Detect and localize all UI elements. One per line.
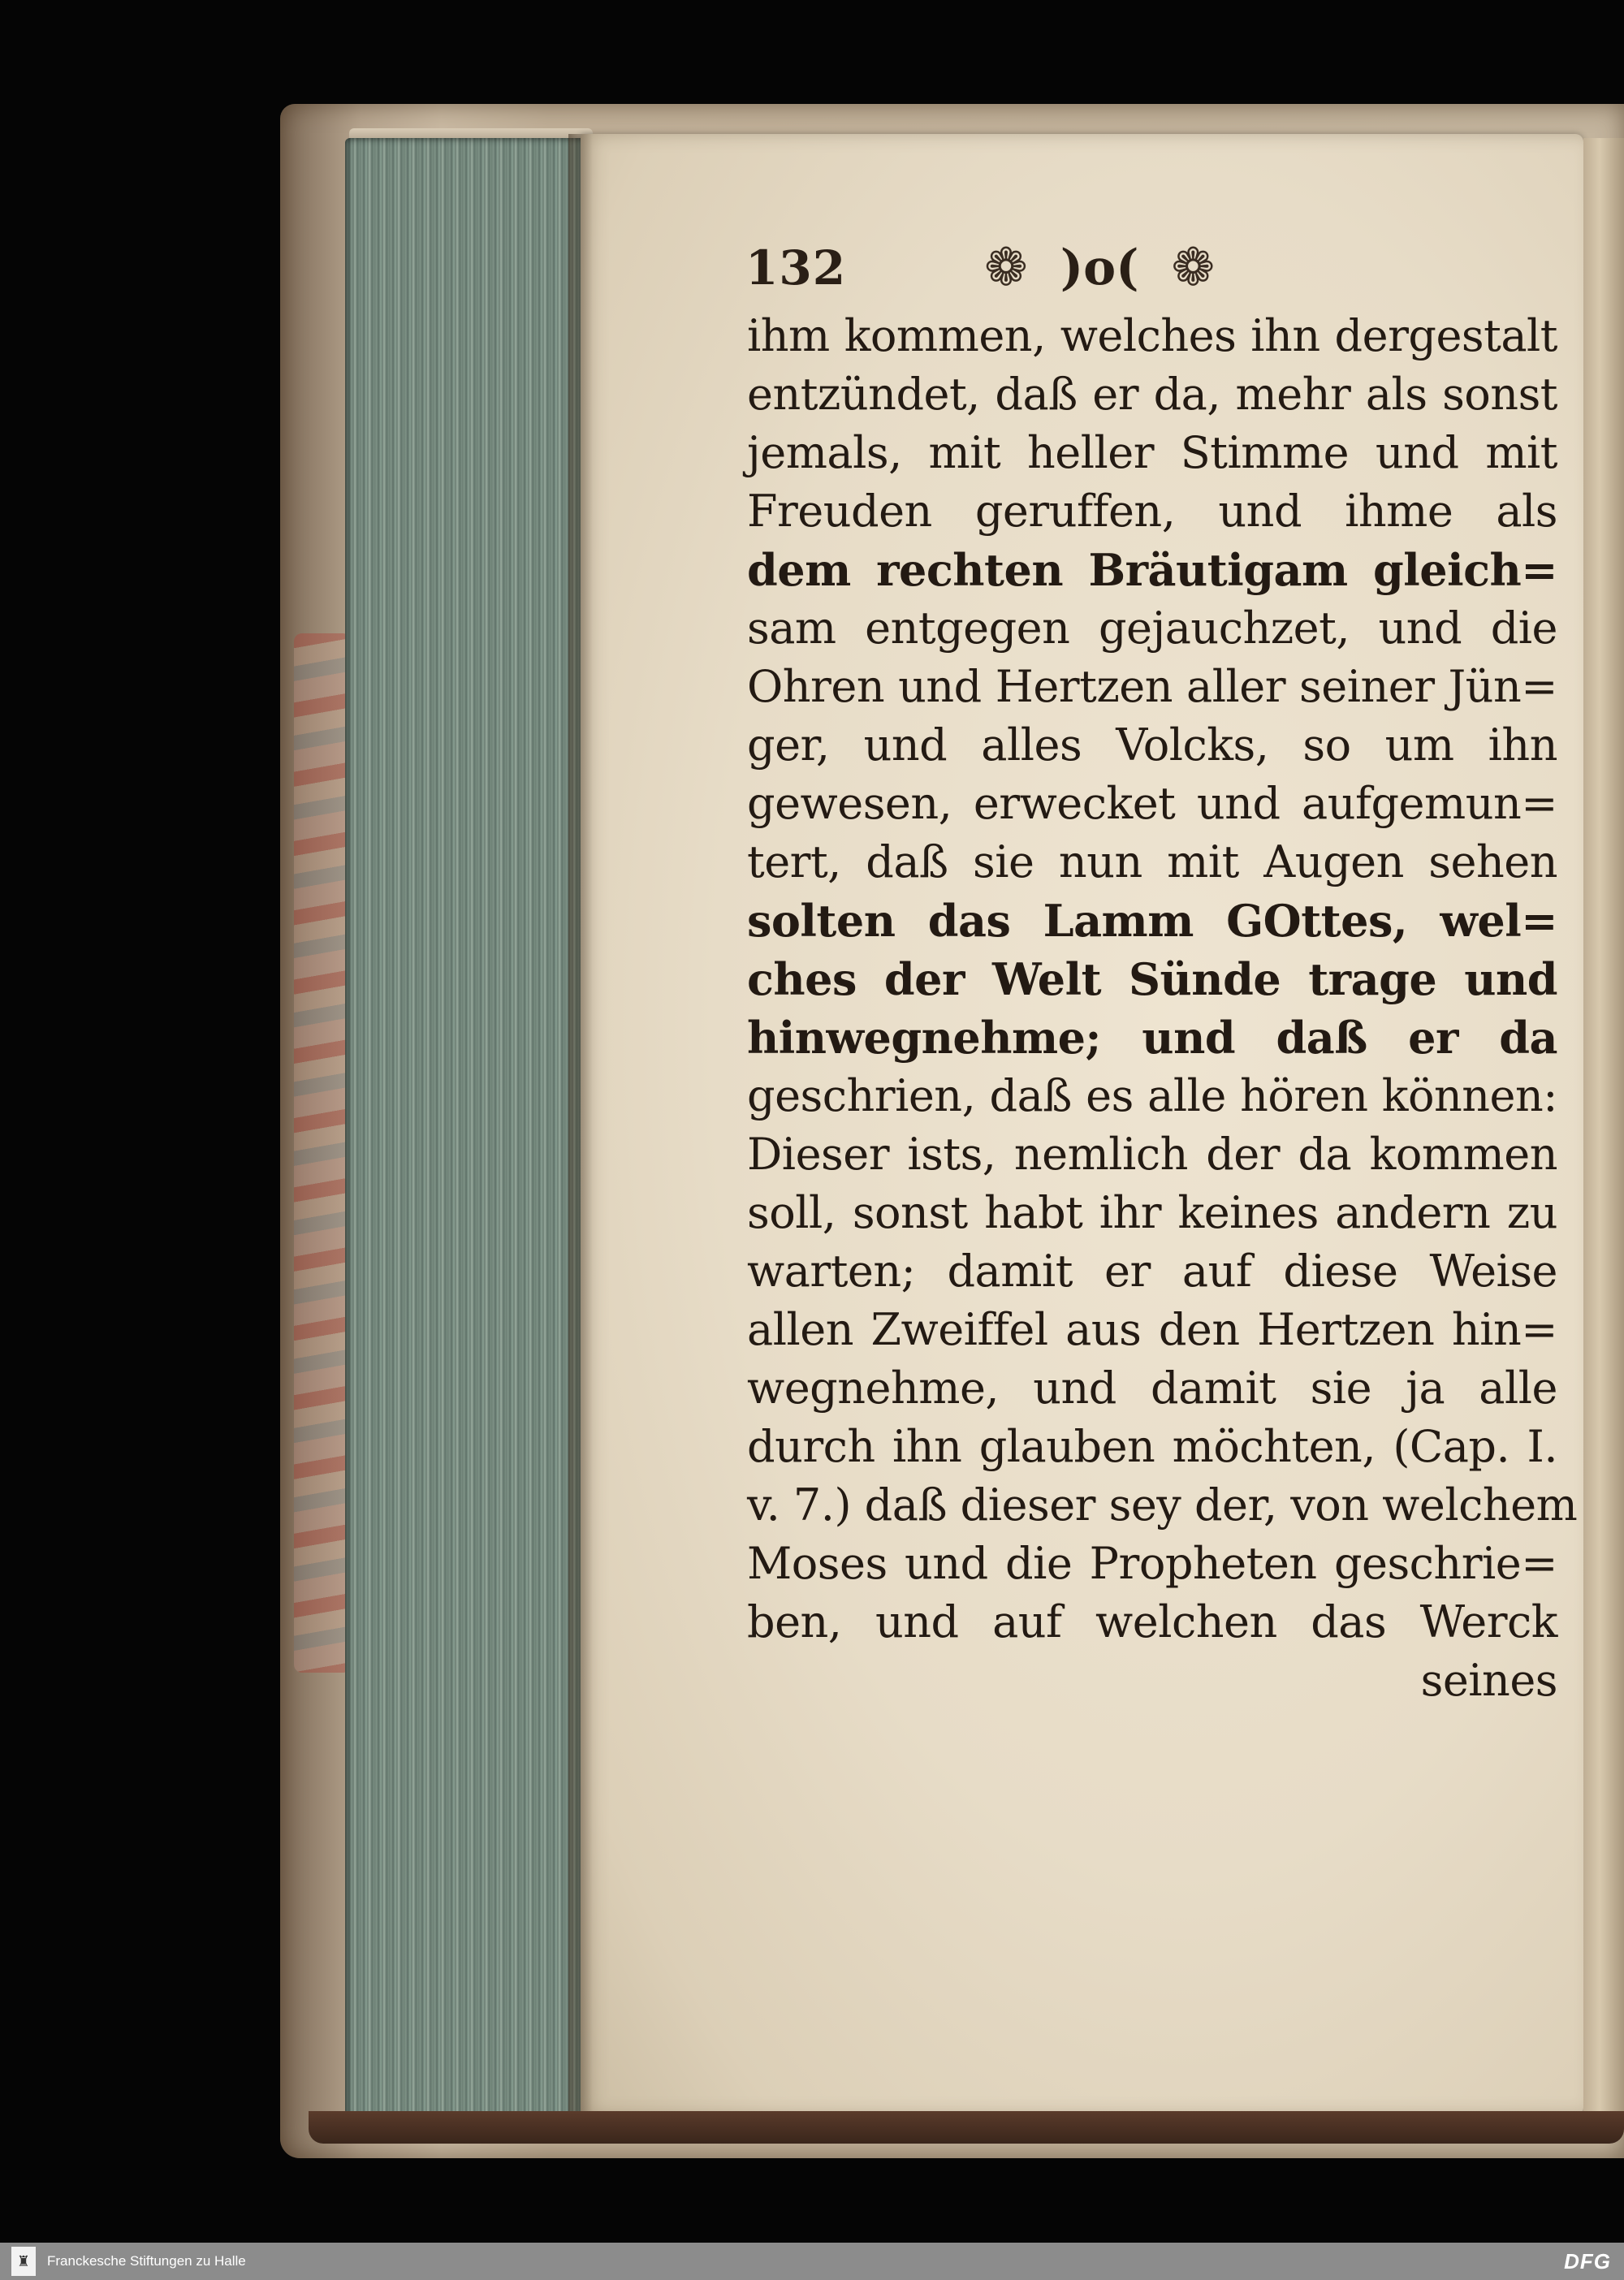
page-gutter xyxy=(568,134,593,2115)
text-line: allen Zweiffel aus den Hertzen hin= xyxy=(747,1304,1557,1355)
footer-bar xyxy=(0,2243,1624,2280)
text-line: sam entgegen gejauchzet, und die xyxy=(747,602,1557,654)
flower-ornament-icon: ❁ xyxy=(1171,238,1216,298)
flower-ornament-icon: ❁ xyxy=(984,238,1028,298)
text-line: wegnehme, und damit sie ja alle xyxy=(747,1362,1557,1414)
text-line: gewesen, erwecket und aufgemun= xyxy=(747,778,1557,829)
text-line: jemals, mit heller Stimme und mit xyxy=(747,427,1557,478)
page-number: 132 xyxy=(745,240,847,296)
header-mark: )o( xyxy=(1060,240,1139,296)
facing-page-edge xyxy=(1583,138,1624,2119)
text-line: soll, sonst habt ihr keines andern zu xyxy=(747,1187,1557,1238)
institution-logo-icon: ♜ xyxy=(11,2247,36,2276)
text-line: entzündet, daß er da, mehr als sonst xyxy=(747,369,1557,420)
text-line: durch ihn glauben möchten, (Cap. I. xyxy=(747,1421,1557,1472)
text-line: Freuden geruffen, und ihme als xyxy=(747,486,1557,537)
text-line: v. 7.) daß dieser sey der, von welchem xyxy=(747,1479,1578,1531)
dfg-logo: DFG xyxy=(1564,2249,1611,2274)
text-line: geschrien, daß es alle hören können: xyxy=(747,1070,1557,1121)
text-line: Ohren und Hertzen aller seiner Jün= xyxy=(747,661,1557,712)
text-line: hinwegnehme; und daß er da xyxy=(747,1012,1557,1064)
text-line: dem rechten Bräutigam gleich= xyxy=(747,544,1557,596)
text-line: warten; damit er auf diese Weise xyxy=(747,1246,1557,1297)
text-line: ches der Welt Sünde trage und xyxy=(747,953,1557,1005)
text-line: ger, und alles Volcks, so um ihn xyxy=(747,719,1557,771)
page-header xyxy=(745,235,1314,300)
body-text xyxy=(747,307,1578,1710)
marbled-edge xyxy=(294,633,351,1673)
catchword: seines xyxy=(1420,1655,1557,1706)
page-stack xyxy=(345,138,589,2119)
text-line: solten das Lamm GOttes, wel= xyxy=(747,895,1557,947)
text-line: ben, und auf welchen das Werck xyxy=(747,1596,1557,1647)
text-line: Dieser ists, nemlich der da kommen xyxy=(747,1129,1557,1180)
text-line: ihm kommen, welches ihn dergestalt xyxy=(747,310,1557,361)
institution-label: Franckesche Stiftungen zu Halle xyxy=(47,2253,246,2269)
text-line: Moses und die Propheten geschrie= xyxy=(747,1538,1557,1589)
text-line: tert, daß sie nun mit Augen sehen xyxy=(747,836,1557,887)
bottom-board xyxy=(309,2111,1624,2144)
